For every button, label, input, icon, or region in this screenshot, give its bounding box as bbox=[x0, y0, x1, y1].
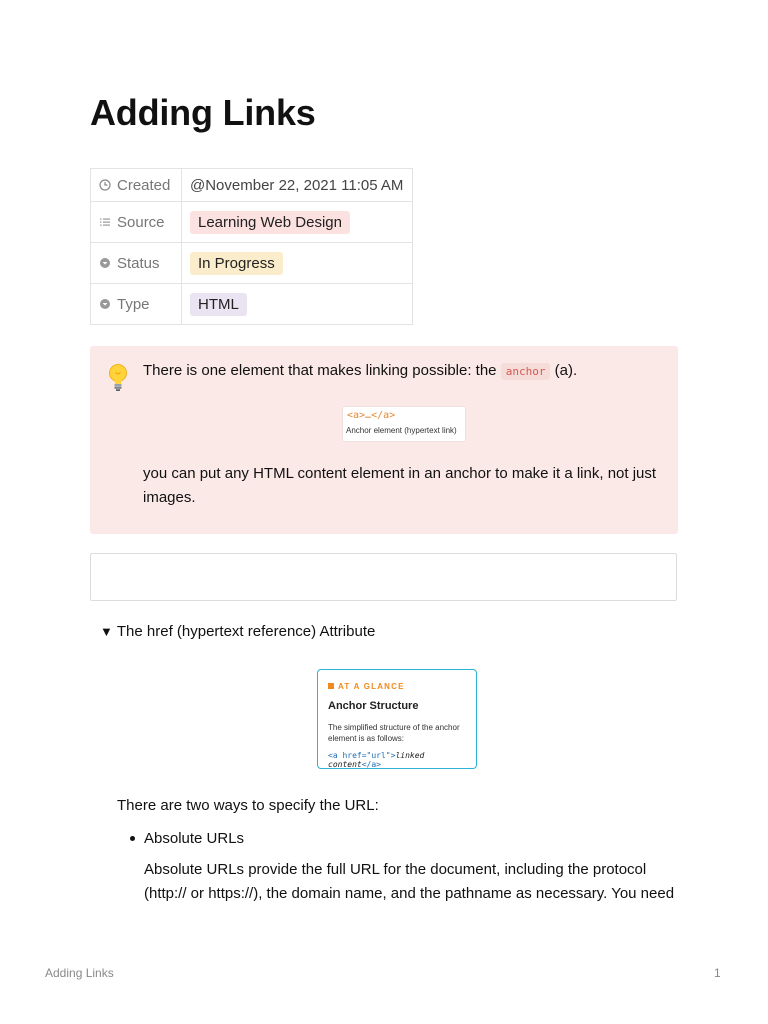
status-tag[interactable]: In Progress bbox=[190, 252, 283, 275]
property-key bbox=[91, 284, 182, 325]
select-icon bbox=[99, 298, 111, 310]
callout-text-after: (a). bbox=[550, 362, 578, 379]
toggle-label: The href (hypertext reference) Attribute bbox=[116, 623, 376, 640]
glance-example-tag: <a href="url"> bbox=[328, 751, 396, 760]
property-row-source bbox=[91, 202, 413, 243]
source-tag[interactable]: Learning Web Design bbox=[190, 211, 350, 234]
page-title: Adding Links bbox=[90, 92, 316, 133]
property-value[interactable] bbox=[182, 169, 413, 202]
property-key-label: Created bbox=[117, 176, 171, 194]
glance-example-content: linked content bbox=[328, 751, 425, 769]
callout-text bbox=[143, 362, 577, 379]
anchor-element-image bbox=[342, 406, 466, 442]
property-key bbox=[91, 169, 182, 202]
property-value[interactable] bbox=[182, 243, 413, 284]
created-date: @November 22, 2021 11:05 AM bbox=[190, 176, 404, 194]
glance-description: The simplified structure of the anchor element is as follows: bbox=[328, 723, 460, 743]
property-key-label: Status bbox=[117, 254, 160, 272]
property-value[interactable] bbox=[182, 284, 413, 325]
property-row-status bbox=[91, 243, 413, 284]
property-key-label: Type bbox=[117, 295, 150, 313]
anchor-image-caption: Anchor element (hypertext link) bbox=[346, 426, 457, 435]
absolute-urls-line-1: Absolute URLs provide the full URL for the document, including the protocol bbox=[144, 861, 647, 878]
footer-title: Adding Links bbox=[45, 966, 114, 980]
page-number: 1 bbox=[714, 966, 721, 980]
absolute-urls-line-2: (http:// or https://), the domain name, and the pathname as necessary. You need bbox=[144, 885, 675, 902]
property-row-type bbox=[91, 284, 413, 325]
clock-icon bbox=[99, 179, 111, 191]
square-icon bbox=[328, 683, 334, 689]
toggle-triangle-icon[interactable]: ▼ bbox=[100, 624, 113, 639]
property-value[interactable] bbox=[182, 202, 413, 243]
list-icon bbox=[99, 216, 111, 228]
type-tag[interactable]: HTML bbox=[190, 293, 247, 316]
glance-example bbox=[328, 751, 476, 769]
lightbulb-icon bbox=[107, 363, 129, 393]
inline-code-anchor: anchor bbox=[501, 363, 551, 380]
property-row-created bbox=[91, 169, 413, 202]
at-a-glance-image bbox=[317, 669, 477, 769]
glance-title: Anchor Structure bbox=[328, 700, 419, 712]
glance-header bbox=[328, 682, 405, 691]
glance-example-close: </a> bbox=[361, 760, 381, 769]
empty-block[interactable] bbox=[90, 553, 677, 601]
bullet-absolute-urls: Absolute URLs bbox=[144, 830, 245, 847]
properties-table bbox=[90, 168, 413, 325]
property-key bbox=[91, 202, 182, 243]
property-key bbox=[91, 243, 182, 284]
select-icon bbox=[99, 257, 111, 269]
anchor-image-code: <a>…</a> bbox=[347, 410, 396, 421]
callout bbox=[90, 346, 678, 534]
callout-text-before: There is one element that makes linking possible: the bbox=[143, 362, 501, 379]
callout-text-2: you can put any HTML content element in an anchor to make it a link, not just images. bbox=[143, 465, 657, 506]
glance-header-text: AT A GLANCE bbox=[338, 682, 405, 691]
property-key-label: Source bbox=[117, 213, 165, 231]
intro-paragraph: There are two ways to specify the URL: bbox=[117, 797, 379, 814]
bullet-dot-icon bbox=[130, 836, 135, 841]
toggle-href-attribute[interactable] bbox=[100, 623, 375, 640]
